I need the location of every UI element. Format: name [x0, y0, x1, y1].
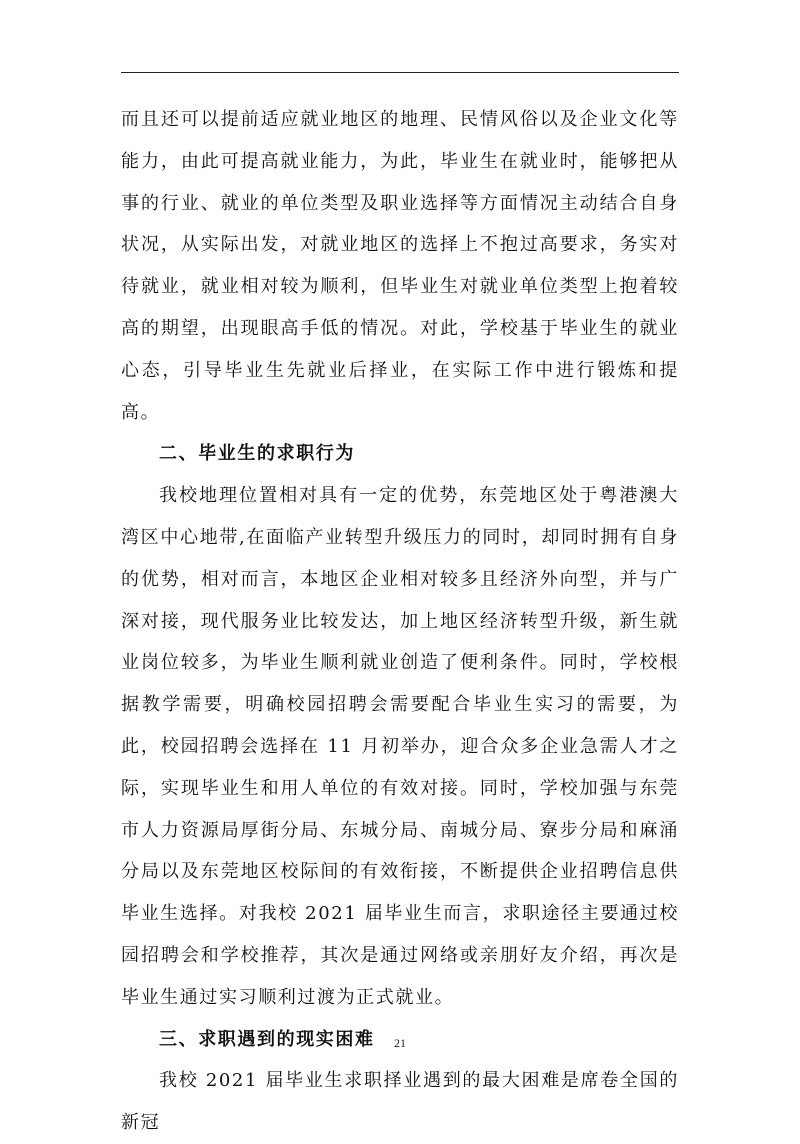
document-body: [121, 99, 679, 1144]
section-heading-difficulties: 三、求职遇到的现实困难: [159, 1028, 375, 1050]
header-rule: [121, 72, 679, 73]
difficulties-paragraph: 我校 2021 届毕业生求职择业遇到的最大困难是席卷全国的新冠: [121, 1070, 679, 1134]
continued-paragraph: 而且还可以提前适应就业地区的地理、民情风俗以及企业文化等能力，由此可提高就业能力，为此，毕业生在就业时，能够把从事的行业、就业的单位类型及职业选择等方面情况主动结合自身状况，从实际出发，对就业地区的选择上不抱过高要求，务实对待就业，就业相对较为顺利，但毕业生对就业单位类型上抱着较高的期望，出现眼高手低的情况。对此，学校基于毕业生的就业心态，引导毕业生先就业后择业，在实际工作中进行锻炼和提高。: [121, 109, 679, 423]
page-number: 21: [394, 1036, 406, 1050]
job-seeking-behavior-paragraph: 我校地理位置相对具有一定的优势，东莞地区处于粤港澳大湾区中心地带,在面临产业转型升级压力的同时，却同时拥有自身的优势，相对而言，本地区企业相对较多且经济外向型，并与广深对接，现代服务业比较发达，加上地区经济转型升级，新生就业岗位较多，为毕业生顺利就业创造了便利条件。同时，学校根据教学需要，明确校园招聘会需要配合毕业生实习的需要，为此，校园招聘会选择在 11 月初举办，迎合众多企业急需人才之际，实现毕业生和用人单位的有效对接。同时，学校加强与东莞市人力资源局厚街分局、东城分局、南城分局、寮步分局和麻涌分局以及东莞地区校际间的有效衔接，不断提供企业招聘信息供毕业生选择。对我校 2021 届毕业生而言，求职途径主要通过校园招聘会和学校推荐，其次是通过网络或亲朋好友介绍，再次是毕业生通过实习顺利过渡为正式就业。: [121, 485, 679, 1008]
section-heading-job-seeking-behavior: 二、毕业生的求职行为: [159, 443, 355, 465]
